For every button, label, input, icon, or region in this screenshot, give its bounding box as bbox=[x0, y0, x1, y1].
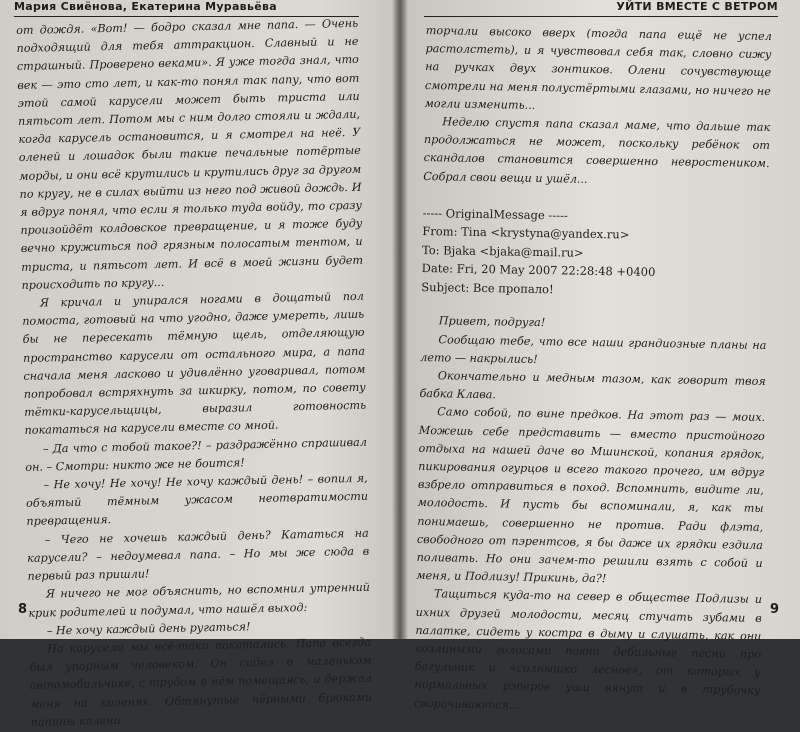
paragraph: Я кричал и упирался ногами в дощатый пол помоста, готовый на что угодно, даже умереть, лишь бы не пересекать тёмную щель, отделяющую пространство карусели от остального мира, а папа сначала меня ласково и удивлённо уговаривал, потом попробовал встряхнуть за шкирку, потом, по совету тётки-карусельщицы, выразил готовность покататься на карусели вместе со мной. bbox=[22, 289, 367, 438]
email-header-block bbox=[421, 204, 769, 303]
paragraph: На карусели мы всё-таки покатались. Папа всегда был упорным человеком. Он сидел в маленьком автомобильчике, с трудом в нём помещаясь, и держал меня на коленях. Обтянутые чёрными брюками папины колени bbox=[29, 635, 373, 729]
right-page bbox=[413, 0, 790, 712]
left-page-text bbox=[16, 15, 373, 732]
paragraph: Привет, подруга! bbox=[438, 314, 546, 330]
right-page-number: 9 bbox=[770, 602, 780, 617]
paragraph: Само собой, по вине предков. На этот раз — моих. Можешь себе представить — вместо пристойного отдыха на нашей даче во Мшинской, копания грядок, пикирования огурцов и всего такого прочего, им вдруг взбрело отправиться в поход. Вспомнить, видите ли, молодость. И пусть бы вспоминали, я, как ты понимаешь, совершенно не против. Ради флэта, свободного от пэрентсов, я бы даже их грядки ездила поливать. Но они зачем-то решили взять с собой и меня, и Подлизу! Прикинь, да?! bbox=[416, 405, 766, 586]
right-running-header: УЙТИ ВМЕСТЕ С ВЕТРОМ bbox=[424, 0, 778, 17]
email-separator: ----- OriginalMessage ----- bbox=[422, 205, 568, 223]
email-subject: Subject: Все пропало! bbox=[421, 279, 554, 297]
left-page-number: 8 bbox=[18, 602, 28, 617]
left-page bbox=[10, 0, 373, 729]
paragraph: Окончательно и медным тазом, как говорит твоя бабка Клава. bbox=[419, 369, 766, 402]
paragraph: – Не хочу каждый день ругаться! bbox=[46, 619, 251, 638]
email-date: Date: Fri, 20 May 2007 22:28:48 +0400 bbox=[421, 261, 656, 280]
book-gutter bbox=[392, 0, 408, 639]
right-page-text bbox=[414, 22, 772, 719]
right-paragraphs-before bbox=[423, 22, 772, 192]
paragraph: торчали высоко вверх (тогда папа ещё не успел растолстеть), и я чувствовал себя так, словно сижу на ручках двух зонтиков. Олени сочувствующе смотрели на меня полустёртыми глазами, но ничего не могли изменить... bbox=[424, 23, 772, 112]
email-from: From: Tina <krystyna@yandex.ru> bbox=[422, 224, 630, 242]
paragraph: – Не хочу! Не хочу! Не хочу каждый день! – вопил я, объятый тёмным ужасом неотвратимости превращения. bbox=[25, 471, 369, 529]
paragraph: Я ничего не мог объяснить, но вспомнил утренний крик родителей и подумал, что нашёл выход: bbox=[28, 581, 371, 620]
right-paragraphs-after bbox=[414, 312, 767, 718]
paragraph: Неделю спустя папа сказал маме, что дальше так продолжаться не может, поскольку ребёнок от скандалов становится совершенно невростеником. Собрал свои вещи и ушёл... bbox=[423, 115, 771, 186]
paragraph: Тащиться куда-то на север в обществе Подлизы и ихних друзей молодости, месяц стучать зубами в палатке, сидеть у костра в дыму и слушать, как они козлиными голосами поют дебильные песни про багульник и «солнышко лесное», от которых у нормальных рэперов уши вянут и в трубочку сворачиваются... bbox=[413, 587, 763, 712]
email-to: To: Bjaka <bjaka@mail.ru> bbox=[421, 242, 584, 260]
paragraph: – Да что с тобой такое?! – раздражённо спрашивал он. – Смотри: никто же не боится! bbox=[25, 435, 368, 474]
paragraph: от дождя. «Вот! — бодро сказал мне папа. — Очень подходящий для тебя аттракцион. Славный и не страшный. Проверено веками». Я уже тогда знал, что век — это сто лет, и как-то понял так папу, что вот этой самой карусели может быть триста или пятьсот лет. Потом мы с ним долго стояли и ждали, когда карусель остановится, и я смотрел на неё. У оленей и лошадок были такие печальные потёртые морды, и они всё крутились и крутились друг за другом по кругу, не в силах выйти из него под живой дождь. И я вдруг понял, что если я только туда войду, то сразу произойдёт колдовское превращение, и я тоже буду вечно кружиться под грязным полосатым тентом, и триста, и пятьсот лет. И всё в моей жизни будет происходить по кругу... bbox=[16, 16, 364, 292]
paragraph: Сообщаю тебе, что все наши грандиозные планы на лето — накрылись! bbox=[420, 332, 767, 366]
paragraph: – Чего не хочешь каждый день? Кататься на карусели? – недоумевал папа. – Но мы же сюда в первый раз пришли! bbox=[27, 526, 370, 583]
left-running-header: Мария Свиёнова, Екатерина Муравьёва bbox=[14, 0, 359, 17]
